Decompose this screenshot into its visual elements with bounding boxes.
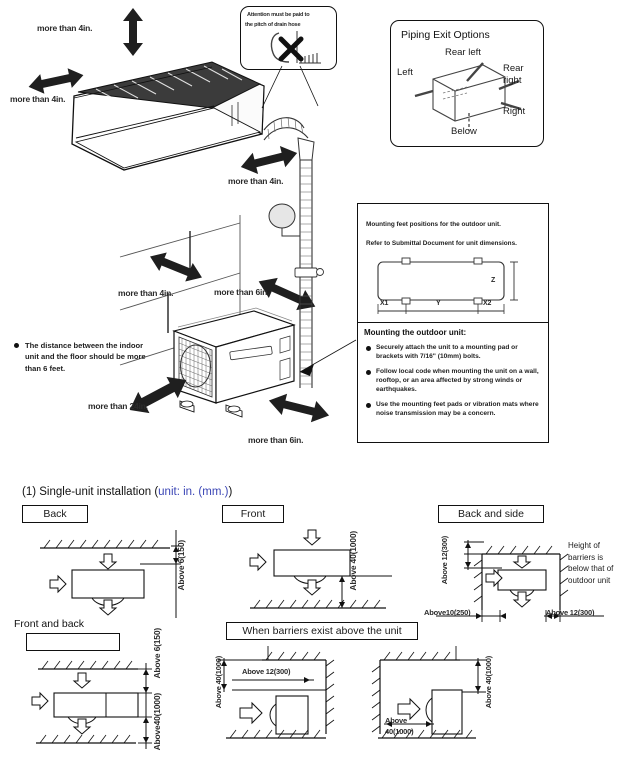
- clearance-label-outdoor-rear: more than 6in.: [214, 287, 270, 297]
- panel-diagram-front-and-back: [26, 653, 216, 753]
- panel-dim-front-and-back-bottom: Above40(1000): [152, 693, 162, 751]
- section-title-unit: unit: in. (mm.): [158, 486, 229, 498]
- mounting-dim-x1: X1: [380, 300, 389, 307]
- note-bullet-icon: [14, 343, 19, 348]
- clearance-label-top: more than 4in.: [37, 23, 93, 33]
- mounting-dim-y: Y: [436, 300, 441, 307]
- mounting-bullet-item: [366, 400, 542, 419]
- panel-diagram-barriers-left: [214, 646, 364, 746]
- panel-dim-front-and-back-top: Above 6(150): [152, 628, 162, 679]
- drain-hose-callout: [240, 6, 337, 70]
- mounting-dim-x2: X2: [483, 300, 492, 307]
- drain-hose-sketch: [267, 29, 329, 67]
- single-unit-installation-section: [0, 478, 621, 763]
- clearance-label-outdoor-front: more than 24in.: [88, 401, 148, 411]
- mounting-note-2: Refer to Submittal Document for unit dimensions.: [366, 240, 517, 247]
- panel-diagram-back: [30, 528, 220, 618]
- clearance-label-indoor-right: more than 4in.: [228, 176, 284, 186]
- indoor-floor-note: [14, 340, 146, 374]
- piping-exit-unit-sketch: [409, 49, 527, 134]
- drain-callout-line2: the pitch of drain hose: [245, 22, 301, 28]
- panel-dim-back-and-side-left: Above10(250): [424, 608, 471, 617]
- mounting-dim-z: Z: [491, 277, 496, 284]
- mounting-bullet-item: [366, 367, 542, 395]
- mounting-box-leader: [300, 320, 360, 380]
- piping-exit-title: Piping Exit Options: [401, 29, 490, 41]
- mounting-bullet-text: Use the mounting feet pads or vibration mats where noise transmission may be a concern.: [376, 400, 539, 418]
- panel-label-front: Front: [222, 505, 284, 523]
- clearance-arrow-top: [118, 8, 148, 56]
- panel-dim-barriers-right-line2: 40(1000): [385, 727, 414, 736]
- mounting-bullet-list: [366, 343, 542, 424]
- indoor-floor-note-text: The distance between the indoor unit and the floor should be more than 6 feet.: [25, 341, 146, 373]
- piping-option-rear-right-line2: right: [503, 75, 522, 86]
- panel-label-barriers: When barriers exist above the unit: [226, 622, 418, 640]
- drain-callout-line1: Attention must be paid to: [247, 12, 310, 18]
- panel-dim-barriers-left-horiz: Above 12(300): [242, 667, 291, 676]
- x-mark: [281, 39, 301, 59]
- mounting-info-box: [357, 203, 549, 443]
- section-title-suffix: ): [228, 486, 233, 498]
- mounting-heading: Mounting the outdoor unit:: [364, 328, 467, 337]
- indoor-unit: [62, 58, 267, 178]
- panel-dim-barriers-right-vert: Above 40(1000): [484, 656, 493, 709]
- mounting-feet-drawing: [370, 254, 536, 316]
- mounting-bullet-text: Follow local code when mounting the unit on a wall, rooftop, or an area affected by strong winds or earthquakes.: [376, 367, 539, 394]
- panel-label-back: Back: [22, 505, 88, 523]
- piping-option-left: Left: [397, 67, 413, 78]
- panel-note-barrier-height: Height of barriers is below that of outdoor unit: [568, 541, 614, 585]
- bullet-icon: [366, 370, 371, 375]
- panel-label-back-and-side: Back and side: [438, 505, 544, 523]
- panel-diagram-front: [222, 528, 392, 620]
- panel-label-front-and-back: Front and back: [14, 618, 85, 630]
- bullet-icon: [366, 346, 371, 351]
- clearance-label-outdoor-wall: more than 4in.: [118, 288, 174, 298]
- clearance-arrow-outdoor-wall: [148, 252, 204, 282]
- section-title: [22, 486, 232, 498]
- piping-exit-options-box: [390, 20, 544, 147]
- mounting-note-1: Mounting feet positions for the outdoor unit.: [366, 221, 501, 228]
- piping-option-rear-right-line1: Rear: [503, 63, 524, 74]
- bullet-icon: [366, 403, 371, 408]
- panel-dim-back-and-side-top: Above 12(300): [440, 536, 449, 585]
- mounting-bullet-item: [366, 343, 542, 362]
- section-title-prefix: (1) Single-unit installation (: [22, 486, 159, 498]
- callout-tails: [240, 66, 340, 114]
- panel-dim-front: Above 40(1000): [348, 531, 358, 591]
- panel-dim-barriers-right-line1: Above: [385, 716, 407, 725]
- mounting-box-divider: [358, 322, 548, 323]
- panel-dim-barriers-left-vert: Above 40(1000): [214, 656, 223, 709]
- piping-option-rear-left: Rear left: [445, 47, 481, 58]
- panel-dim-back: Above 6(150): [176, 540, 186, 591]
- panel-dim-back-and-side-right: Above 12(300): [546, 608, 595, 617]
- clearance-arrow-outdoor-side: [268, 392, 330, 424]
- clearance-label-outdoor-side: more than 6in.: [248, 435, 304, 445]
- clearance-label-indoor-left: more than 4in.: [10, 94, 66, 104]
- piping-option-right: Right: [503, 106, 526, 117]
- piping-option-below: Below: [451, 126, 477, 137]
- mounting-bullet-text: Securely attach the unit to a mounting pad or brackets with 7/16" (10mm) bolts.: [376, 344, 518, 361]
- panel-label-front-and-back-box: [26, 633, 120, 651]
